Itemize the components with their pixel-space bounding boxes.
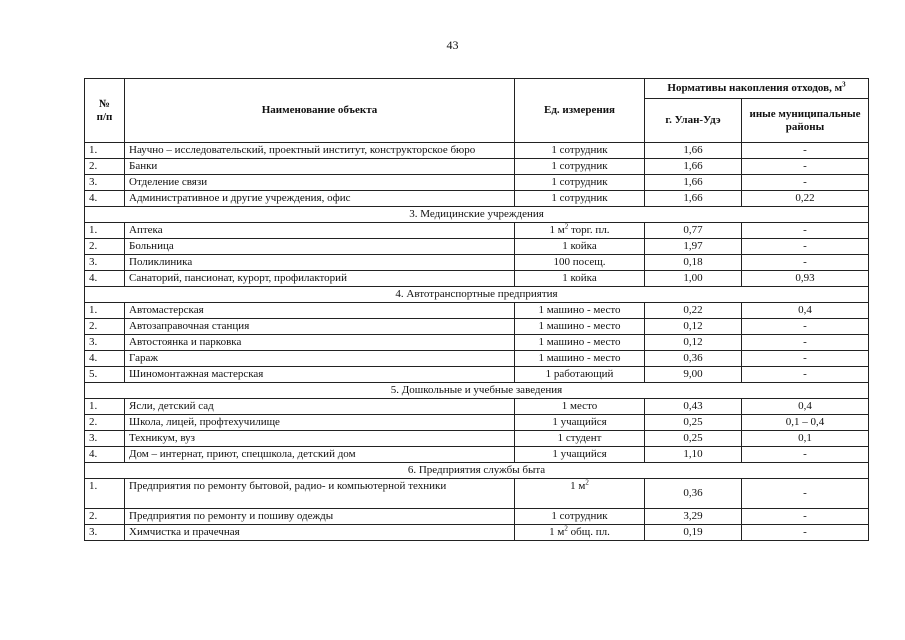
section-row (85, 463, 869, 479)
unit-cell (515, 223, 645, 239)
city-norm: 1,66 (645, 191, 742, 207)
city-norm: 0,43 (645, 399, 742, 415)
header-norms (645, 79, 869, 99)
unit-text: 1 койка (562, 240, 597, 252)
city-norm: 0,12 (645, 335, 742, 351)
other-norm: - (742, 447, 869, 463)
header-other: иные муниципальные районы (742, 99, 869, 143)
object-name: Научно – исследовательский, проектный институт, конструкторское бюро (125, 143, 515, 159)
object-name: Предприятия по ремонту бытовой, радио- и компьютерной техники (125, 479, 515, 509)
table-row (85, 415, 869, 431)
object-name: Административное и другие учреждения, офис (125, 191, 515, 207)
other-norm: - (742, 223, 869, 239)
city-norm: 0,25 (645, 415, 742, 431)
table-row (85, 271, 869, 287)
object-name: Аптека (125, 223, 515, 239)
city-norm: 1,66 (645, 175, 742, 191)
table-row (85, 143, 869, 159)
city-norm: 0,12 (645, 319, 742, 335)
other-norm: 0,1 – 0,4 (742, 415, 869, 431)
unit-text: 1 сотрудник (551, 160, 608, 172)
object-name: Ясли, детский сад (125, 399, 515, 415)
unit-tail: торг. пл. (568, 224, 610, 236)
unit-text: 1 м (549, 224, 565, 236)
other-norm: - (742, 319, 869, 335)
table-row (85, 335, 869, 351)
unit-sup: 2 (585, 478, 589, 487)
unit-text: 1 машино - место (538, 352, 621, 364)
unit-text: 1 студент (557, 432, 602, 444)
city-norm: 0,22 (645, 303, 742, 319)
other-norm: 0,22 (742, 191, 869, 207)
unit-text: 1 учащийся (552, 448, 607, 460)
city-norm: 3,29 (645, 509, 742, 525)
other-norm: 0,4 (742, 303, 869, 319)
object-name: Предприятия по ремонту и пошиву одежды (125, 509, 515, 525)
unit-text: 1 машино - место (538, 320, 621, 332)
row-number: 2. (85, 509, 125, 525)
other-norm: - (742, 367, 869, 383)
city-norm: 0,25 (645, 431, 742, 447)
object-name: Автозаправочная станция (125, 319, 515, 335)
unit-text: 1 учащийся (552, 416, 607, 428)
city-norm: 0,19 (645, 525, 742, 541)
section-row (85, 207, 869, 223)
unit-cell (515, 525, 645, 541)
city-norm: 1,00 (645, 271, 742, 287)
object-name: Шиномонтажная мастерская (125, 367, 515, 383)
unit-text: 1 место (561, 400, 598, 412)
unit-text: 1 машино - место (538, 304, 621, 316)
city-norm: 0,36 (645, 351, 742, 367)
other-norm: 0,4 (742, 399, 869, 415)
row-number: 1. (85, 303, 125, 319)
unit-cell (515, 159, 645, 175)
norms-table (84, 78, 869, 541)
table-row (85, 351, 869, 367)
header-norms-sup: 3 (842, 80, 846, 89)
object-name: Автомастерская (125, 303, 515, 319)
unit-text: 1 сотрудник (551, 510, 608, 522)
table-row (85, 223, 869, 239)
unit-text: 1 сотрудник (551, 176, 608, 188)
row-number: 3. (85, 525, 125, 541)
unit-cell (515, 351, 645, 367)
object-name: Автостоянка и парковка (125, 335, 515, 351)
city-norm: 1,66 (645, 143, 742, 159)
unit-cell (515, 367, 645, 383)
city-norm: 9,00 (645, 367, 742, 383)
object-name: Банки (125, 159, 515, 175)
object-name: Химчистка и прачечная (125, 525, 515, 541)
table-body (85, 143, 869, 541)
table-row (85, 399, 869, 415)
other-norm: - (742, 255, 869, 271)
table-row (85, 175, 869, 191)
header-num: № п/п (85, 79, 125, 143)
unit-cell (515, 191, 645, 207)
section-title: 6. Предприятия службы быта (85, 463, 869, 479)
row-number: 1. (85, 223, 125, 239)
unit-text: 1 машино - место (538, 336, 621, 348)
row-number: 4. (85, 351, 125, 367)
unit-text: 1 сотрудник (551, 144, 608, 156)
table-row (85, 509, 869, 525)
section-title: 5. Дошкольные и учебные заведения (85, 383, 869, 399)
unit-cell (515, 335, 645, 351)
row-number: 4. (85, 447, 125, 463)
city-norm: 1,97 (645, 239, 742, 255)
other-norm: - (742, 159, 869, 175)
table-row (85, 303, 869, 319)
object-name: Санаторий, пансионат, курорт, профилакторий (125, 271, 515, 287)
other-norm: - (742, 239, 869, 255)
other-norm: 0,1 (742, 431, 869, 447)
section-title: 3. Медицинские учреждения (85, 207, 869, 223)
header-row-1 (85, 79, 869, 99)
unit-tail: общ. пл. (567, 526, 610, 538)
row-number: 5. (85, 367, 125, 383)
section-row (85, 383, 869, 399)
row-number: 3. (85, 335, 125, 351)
header-name: Наименование объекта (125, 79, 515, 143)
other-norm: - (742, 175, 869, 191)
unit-cell (515, 431, 645, 447)
row-number: 2. (85, 319, 125, 335)
other-norm: - (742, 335, 869, 351)
table-row (85, 447, 869, 463)
object-name: Отделение связи (125, 175, 515, 191)
unit-cell (515, 415, 645, 431)
row-number: 4. (85, 191, 125, 207)
unit-cell (515, 143, 645, 159)
section-row (85, 287, 869, 303)
section-title: 4. Автотранспортные предприятия (85, 287, 869, 303)
row-number: 1. (85, 399, 125, 415)
unit-cell (515, 271, 645, 287)
object-name: Больница (125, 239, 515, 255)
table-row (85, 319, 869, 335)
city-norm: 0,18 (645, 255, 742, 271)
unit-text: 1 койка (562, 272, 597, 284)
row-number: 3. (85, 175, 125, 191)
other-norm: - (742, 525, 869, 541)
unit-cell (515, 175, 645, 191)
unit-cell (515, 239, 645, 255)
unit-text: 1 м (549, 526, 565, 538)
object-name: Техникум, вуз (125, 431, 515, 447)
city-norm: 1,66 (645, 159, 742, 175)
unit-cell (515, 303, 645, 319)
city-norm: 1,10 (645, 447, 742, 463)
unit-cell (515, 447, 645, 463)
other-norm: - (742, 351, 869, 367)
table-row (85, 431, 869, 447)
city-norm: 0,36 (645, 479, 742, 509)
other-norm: 0,93 (742, 271, 869, 287)
object-name: Школа, лицей, профтехучилище (125, 415, 515, 431)
row-number: 3. (85, 431, 125, 447)
row-number: 1. (85, 143, 125, 159)
unit-cell (515, 399, 645, 415)
row-number: 4. (85, 271, 125, 287)
table-row (85, 479, 869, 509)
object-name: Гараж (125, 351, 515, 367)
object-name: Поликлиника (125, 255, 515, 271)
object-name: Дом – интернат, приют, спецшкола, детский дом (125, 447, 515, 463)
unit-cell (515, 255, 645, 271)
header-norms-text: Нормативы накопления отходов, м (667, 82, 843, 94)
unit-cell (515, 509, 645, 525)
page-number: 43 (446, 38, 459, 52)
table-row (85, 525, 869, 541)
table-row (85, 159, 869, 175)
unit-cell (515, 479, 645, 509)
other-norm: - (742, 509, 869, 525)
row-number: 1. (85, 479, 125, 509)
row-number: 2. (85, 239, 125, 255)
table-row (85, 191, 869, 207)
unit-text: 1 сотрудник (551, 192, 608, 204)
unit-text: 1 работающий (545, 368, 614, 380)
city-norm: 0,77 (645, 223, 742, 239)
header-city: г. Улан-Удэ (645, 99, 742, 143)
other-norm: - (742, 479, 869, 509)
row-number: 3. (85, 255, 125, 271)
other-norm: - (742, 143, 869, 159)
header-unit: Ед. измерения (515, 79, 645, 143)
unit-text: 1 м (570, 480, 586, 492)
unit-sup: 2 (564, 222, 569, 231)
unit-cell (515, 319, 645, 335)
table-row (85, 239, 869, 255)
table-row (85, 367, 869, 383)
table-row (85, 255, 869, 271)
unit-text: 100 посещ. (553, 256, 606, 268)
row-number: 2. (85, 159, 125, 175)
unit-sup: 2 (564, 524, 568, 533)
row-number: 2. (85, 415, 125, 431)
